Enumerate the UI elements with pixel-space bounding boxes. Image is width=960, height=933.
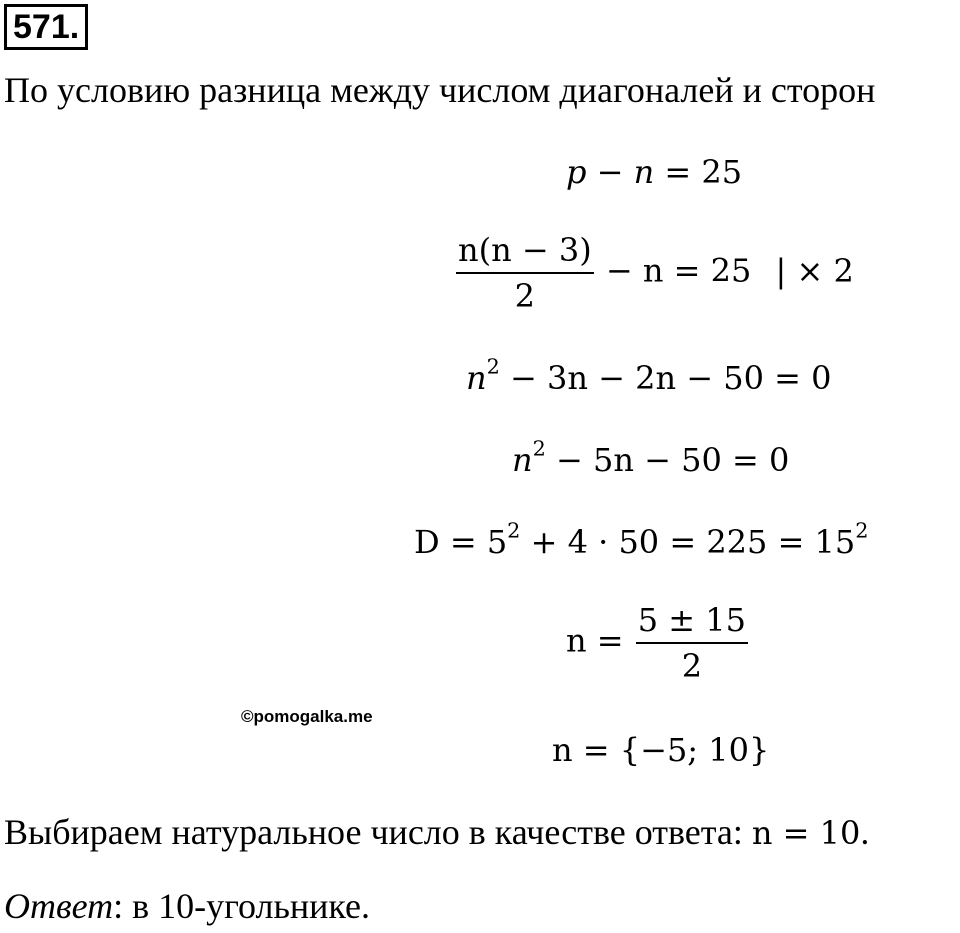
eq3-var: n [466, 359, 487, 397]
problem-number: 571. [4, 4, 88, 50]
eq4-rest: − 5n − 50 = 0 [545, 441, 790, 479]
eq3-exponent: 2 [486, 354, 500, 379]
eq4-var: n [512, 441, 533, 479]
intro-text: По условию разница между числом диагоналей и сторон [4, 70, 876, 110]
choice-text: Выбираем натуральное число в качестве ответа: [4, 812, 752, 852]
eq2-fraction [456, 232, 594, 314]
eq6-denominator: 2 [681, 647, 703, 685]
eq2-denominator: 2 [514, 277, 536, 315]
choice-line [4, 810, 869, 855]
eq4-exponent: 2 [532, 436, 546, 461]
eq6-lhs: n = [566, 621, 624, 660]
answer-line [4, 884, 370, 928]
eq5-exponent-1: 2 [507, 518, 521, 543]
equation-expanded [466, 354, 832, 398]
eq5-start: D = 5 [414, 523, 508, 561]
eq2-numerator: n(n − 3) [456, 232, 594, 274]
eq5-exponent-2: 2 [855, 518, 869, 543]
equation-fraction [454, 232, 854, 314]
eq1-rhs: = 25 [664, 153, 743, 191]
answer-text: : в 10-угольнике. [113, 886, 370, 926]
equation-difference [566, 152, 742, 192]
equation-quadratic [512, 436, 790, 480]
eq5-middle: + 4 · 50 = 225 = 15 [520, 523, 856, 561]
eq6-fraction [636, 602, 748, 684]
eq3-rest: − 3n − 2n − 50 = 0 [499, 359, 832, 397]
eq2-rest: − n = 25 [605, 251, 752, 290]
eq2-multiply-note: | × 2 [775, 251, 854, 290]
eq6-numerator: 5 ± 15 [636, 602, 748, 644]
watermark: ©pomogalka.me [241, 707, 373, 726]
equation-roots-formula [566, 602, 750, 684]
answer-label: Ответ [4, 886, 114, 926]
choice-math: n = 10 [751, 814, 861, 852]
equation-roots: n = {−5; 10} [552, 731, 770, 769]
equation-discriminant [414, 518, 869, 562]
eq1-lhs: p − n [566, 153, 655, 191]
choice-end: . [860, 812, 870, 852]
